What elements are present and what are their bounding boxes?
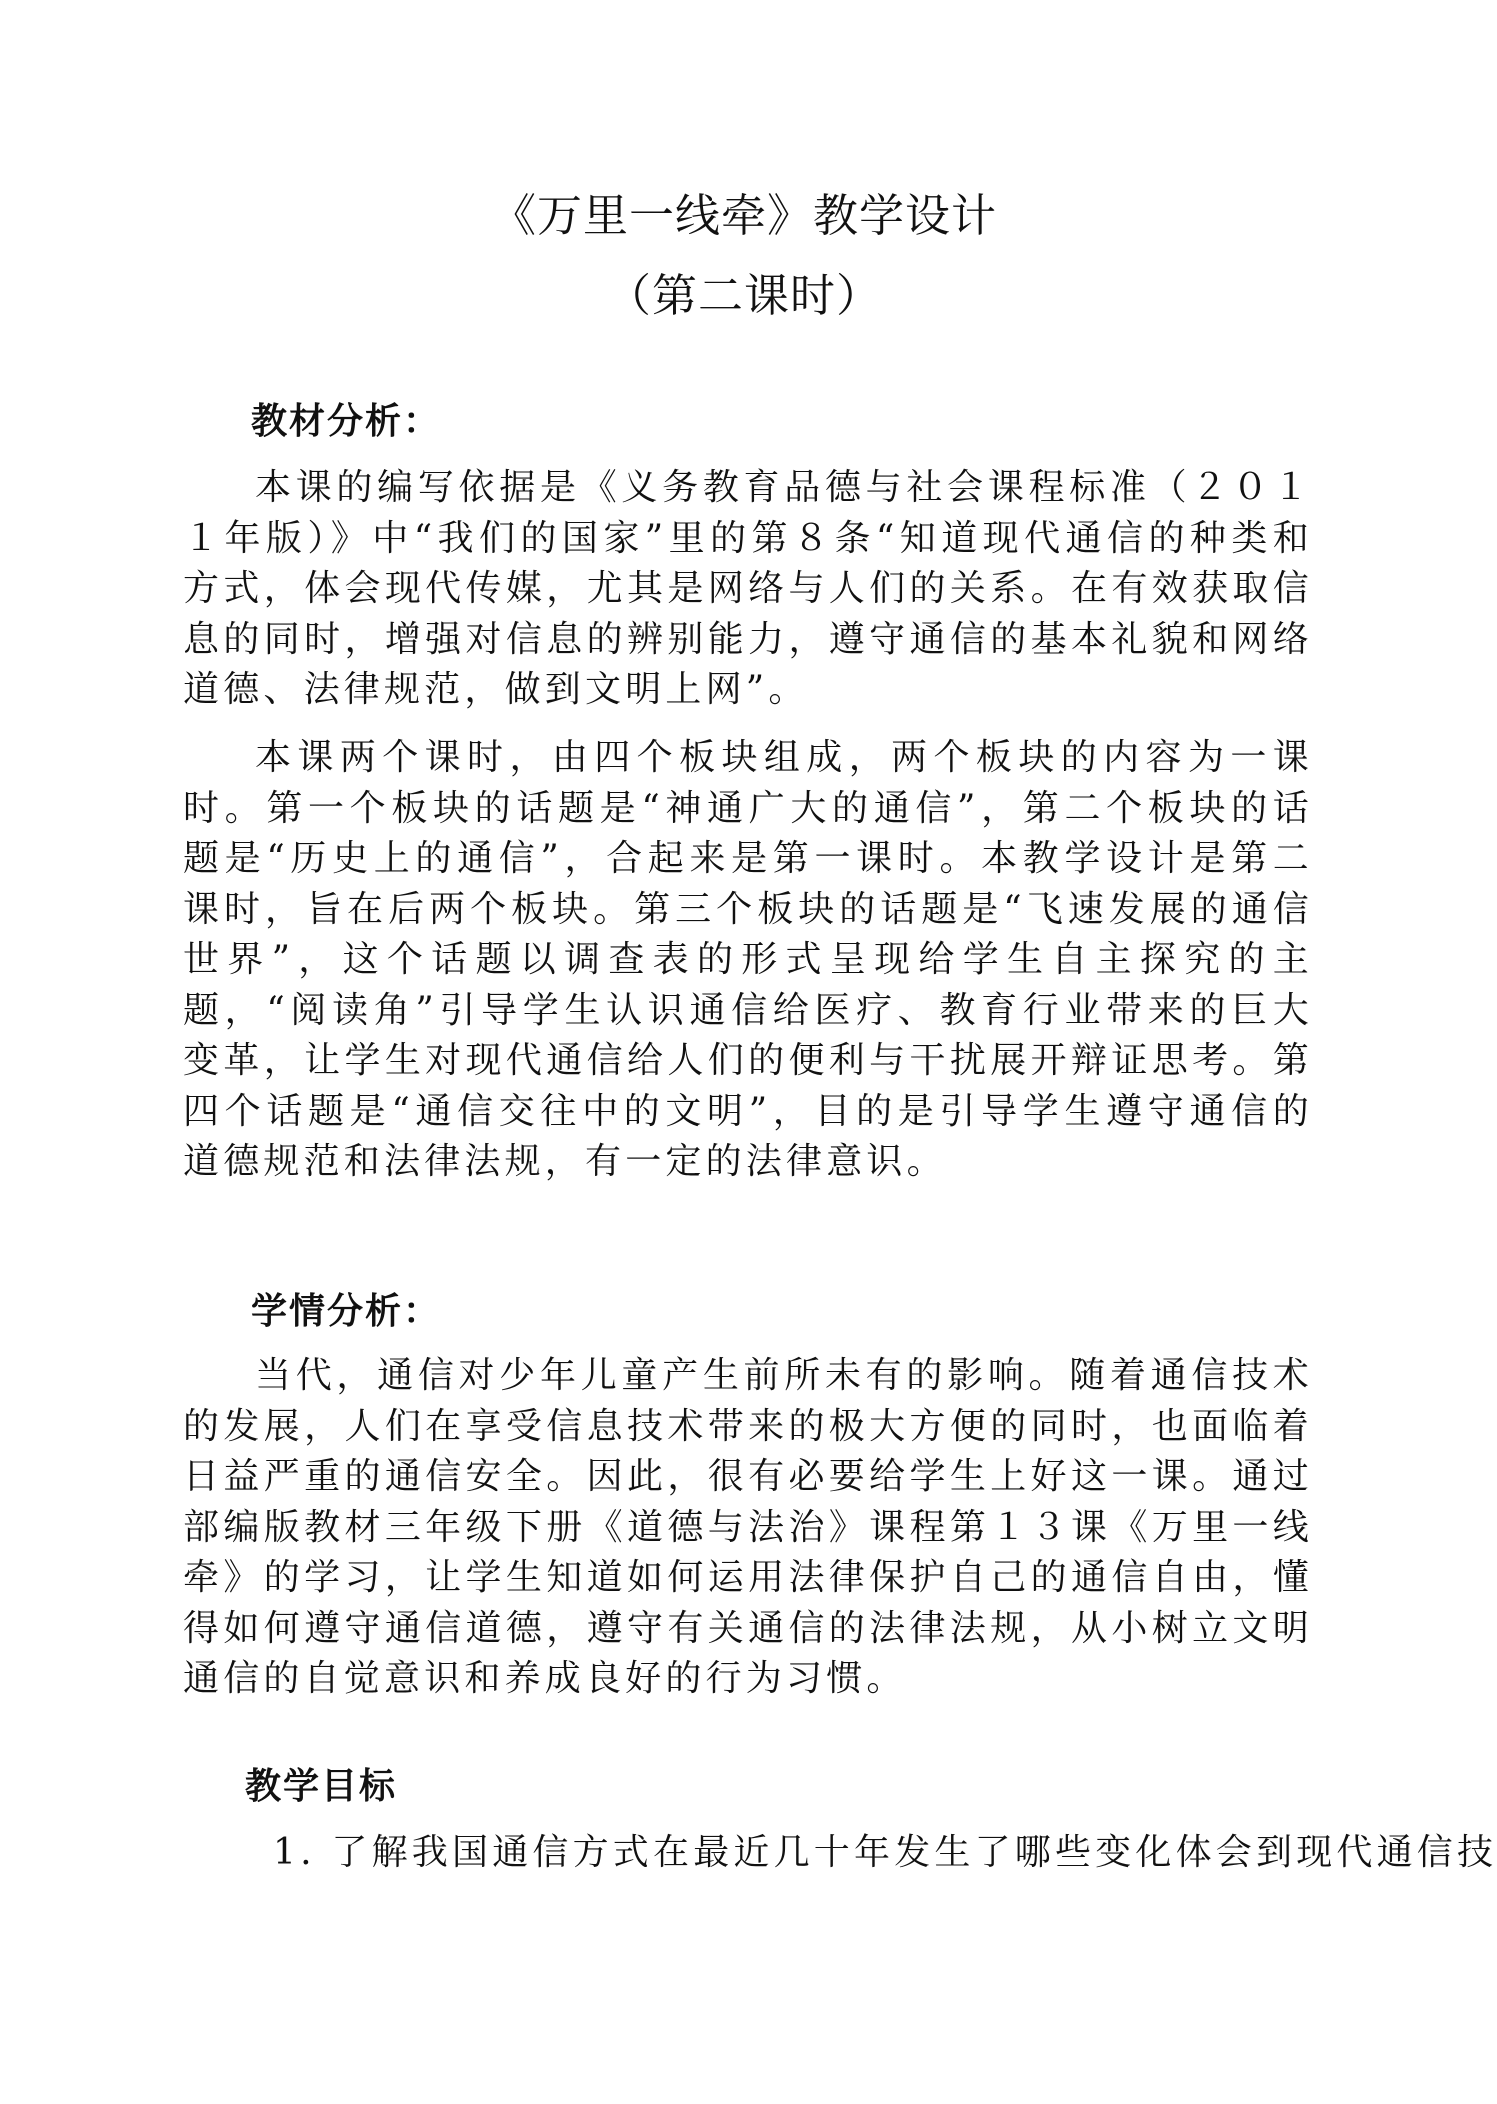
document-subtitle: （第二课时）: [605, 269, 882, 322]
paragraph-learner-analysis: 当代，通信对少年儿童产生前所未有的影响。随着通信技术的发展，人们在享受信息技术带来的极大方便的同时，也面临着日益严重的通信安全。因此，很有必要给学生上好这一课。通过部编版教材三年级下册《道德与法治》课程第１３课《万里一线牵》的学习，让学生知道如何运用法律保护自己的通信自由，懂得如何遵守通信道德，遵守有关通信的法律法规，从小树立文明通信的自觉意识和养成良好的行为习惯。: [183, 1355, 1313, 1699]
section-heading-textbook-analysis: 教材分析：: [251, 400, 442, 442]
section-heading-learner-analysis: 学情分析：: [251, 1290, 442, 1332]
paragraph-lesson-structure: 本课两个课时，由四个板块组成，两个板块的内容为一课时。第一个板块的话题是“神通广大的通信”，第二个板块的话题是“历史上的通信”，合起来是第一课时。本教学设计是第二课时，旨在后两个板块。第三个板块的话题是“飞速发展的通信世界”，这个话题以调查表的形式呈现给学生自主探究的主题，“阅读角”引导学生认识通信给医疗、教育行业带来的巨大变革，让学生对现代通信给人们的便利与干扰展开辩证思考。第四个话题是“通信交往中的文明”，目的是引导学生遵守通信的道德规范和法律法规，有一定的法律意识。: [183, 737, 1313, 1182]
section-heading-teaching-objectives: 教学目标: [245, 1765, 398, 1807]
objective-item: 1. 了解我国通信方式在最近几十年发生了哪些变化体会到现代通信技: [273, 1832, 1497, 1873]
document-title: 《万里一线牵》教学设计: [490, 189, 997, 242]
paragraph-textbook-basis: 本课的编写依据是《义务教育品德与社会课程标准（２０１１年版）》中“我们的国家”里的第８条“知道现代通信的种类和方式，体会现代传媒，尤其是网络与人们的关系。在有效获取信息的同时，增强对信息的辨别能力，遵守通信的基本礼貌和网络道德、法律规范，做到文明上网”。: [183, 467, 1313, 710]
